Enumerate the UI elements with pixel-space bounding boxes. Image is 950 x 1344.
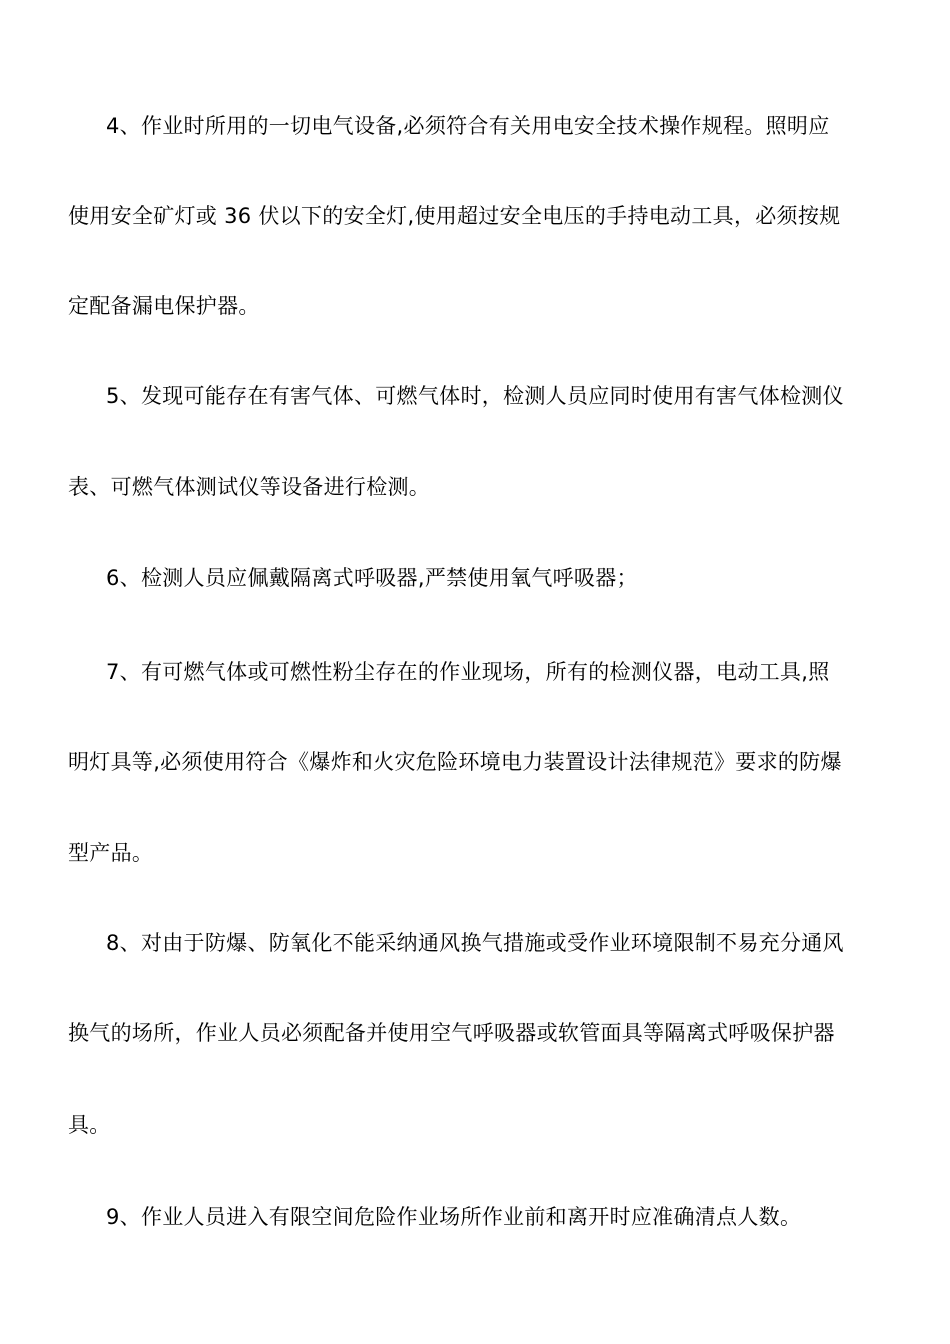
paragraph-line: 明灯具等,必须使用符合《爆炸和火灾危险环境电力装置设计法律规范》要求的防爆 — [68, 750, 842, 774]
paragraph-line: 具。 — [68, 1113, 111, 1137]
paragraph-line: 8、对由于防爆、防氧化不能采纳通风换气措施或受作业环境限制不易充分通风 — [106, 931, 844, 955]
paragraph-line: 6、检测人员应佩戴隔离式呼吸器,严禁使用氧气呼吸器； — [106, 566, 638, 590]
paragraph-line: 型产品。 — [68, 841, 154, 865]
paragraph-line: 7、有可燃气体或可燃性粉尘存在的作业现场，所有的检测仪器，电动工具,照 — [106, 660, 830, 684]
paragraph-line: 5、发现可能存在有害气体、可燃气体时，检测人员应同时使用有害气体检测仪 — [106, 384, 844, 408]
paragraph-line: 9、作业人员进入有限空间危险作业场所作业前和离开时应准确清点人数。 — [106, 1205, 802, 1229]
paragraph-line: 表、可燃气体测试仪等设备进行检测。 — [68, 475, 431, 499]
paragraph-line: 换气的场所，作业人员必须配备并使用空气呼吸器或软管面具等隔离式呼吸保护器 — [68, 1021, 835, 1045]
paragraph-line: 定配备漏电保护器。 — [68, 294, 260, 318]
paragraph-line: 使用安全矿灯或 36 伏以下的安全灯,使用超过安全电压的手持电动工具，必须按规 — [68, 204, 841, 228]
paragraph-line: 4、作业时所用的一切电气设备,必须符合有关用电安全技术操作规程。照明应 — [106, 114, 830, 138]
